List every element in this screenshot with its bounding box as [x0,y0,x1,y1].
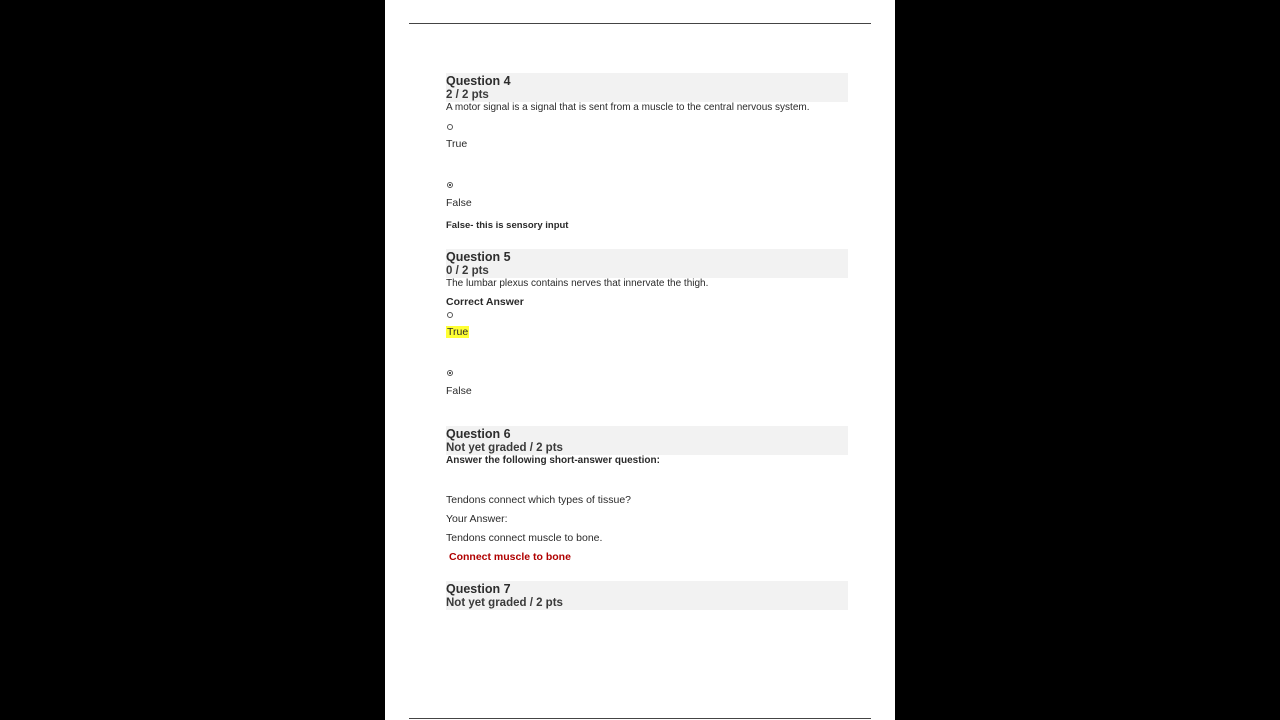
top-rule [409,23,871,24]
question-5-text: The lumbar plexus contains nerves that innervate the thigh. [446,278,709,289]
question-4-feedback: False- this is sensory input [446,220,569,231]
question-6-title: Question 6 [446,427,511,441]
correct-answer-label: Correct Answer [446,296,524,308]
q5-option-true [446,326,469,338]
question-6-answer: Tendons connect muscle to bone. [446,532,603,544]
bottom-rule [409,718,871,719]
question-4-points: 2 / 2 pts [446,89,489,101]
your-answer-label: Your Answer: [446,513,508,525]
question-4-text: A motor signal is a signal that is sent from a muscle to the central nervous system. [446,102,810,113]
q5-option-false: False [446,385,472,397]
question-5-title: Question 5 [446,250,511,264]
q4-radio-true[interactable] [447,124,453,130]
q4-radio-false[interactable] [447,182,453,188]
question-7-points: Not yet graded / 2 pts [446,597,563,609]
question-5-points: 0 / 2 pts [446,265,489,277]
correct-highlight: True [447,326,469,338]
question-6-points: Not yet graded / 2 pts [446,442,563,454]
q4-option-true: True [446,138,468,150]
grader-comment: Connect muscle to bone [449,551,571,563]
question-7-title: Question 7 [446,582,511,596]
q5-radio-false[interactable] [447,370,453,376]
document-page [385,0,895,720]
question-6-instruction: Answer the following short-answer question: [446,455,660,466]
q5-radio-true[interactable] [447,312,453,318]
q4-option-false: False [446,197,472,209]
question-6-prompt: Tendons connect which types of tissue? [446,494,632,506]
question-4-title: Question 4 [446,74,511,88]
